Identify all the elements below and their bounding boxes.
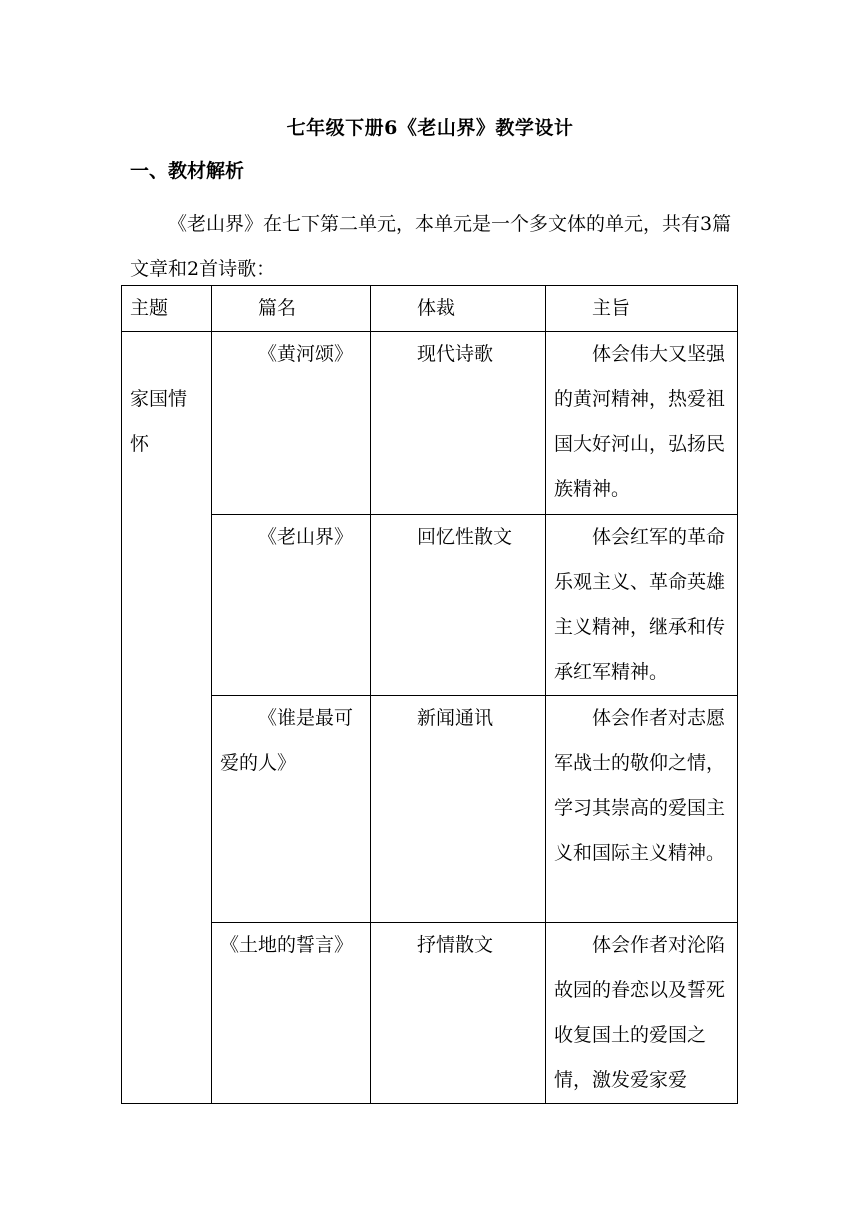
genre-cell: 回忆性散文 — [371, 515, 546, 696]
purpose-cell: 体会红军的革命乐观主义、革命英雄主义精神，继承和传承红军精神。 — [546, 515, 738, 696]
header-genre: 体裁 — [371, 286, 546, 332]
title-cell: 《谁是最可爱的人》 — [212, 696, 371, 923]
purpose-cell: 体会作者对沦陷故园的眷恋以及誓死收复国土的爱国之情，激发爱家爱 — [546, 923, 738, 1104]
genre-cell: 新闻通讯 — [371, 696, 546, 923]
purpose-cell: 体会伟大又坚强的黄河精神，热爱祖国大好河山，弘扬民族精神。 — [546, 332, 738, 515]
header-theme: 主题 — [122, 286, 212, 332]
purpose-cell: 体会作者对志愿军战士的敬仰之情，学习其崇高的爱国主义和国际主义精神。 — [546, 696, 738, 923]
table-row — [122, 515, 738, 696]
intro-paragraph: 《老山界》在七下第二单元，本单元是一个多文体的单元，共有3篇文章和2首诗歌： — [130, 213, 732, 280]
title-cell: 《老山界》 — [212, 515, 371, 696]
document-title: 七年级下册6《老山界》教学设计 — [286, 117, 574, 139]
header-title: 篇名 — [212, 286, 371, 332]
theme-cell: 家国情怀 — [122, 332, 212, 1104]
table-row — [122, 923, 738, 1104]
header-purpose: 主旨 — [546, 286, 738, 332]
title-cell: 《黄河颂》 — [212, 332, 371, 515]
table-row — [122, 332, 738, 515]
title-cell: 《土地的誓言》 — [212, 923, 371, 1104]
genre-cell: 现代诗歌 — [371, 332, 546, 515]
table-header-row — [122, 286, 738, 332]
section-heading: 一、教材解析 — [130, 160, 245, 182]
genre-cell: 抒情散文 — [371, 923, 546, 1104]
unit-table — [121, 285, 738, 1104]
table-row — [122, 696, 738, 923]
